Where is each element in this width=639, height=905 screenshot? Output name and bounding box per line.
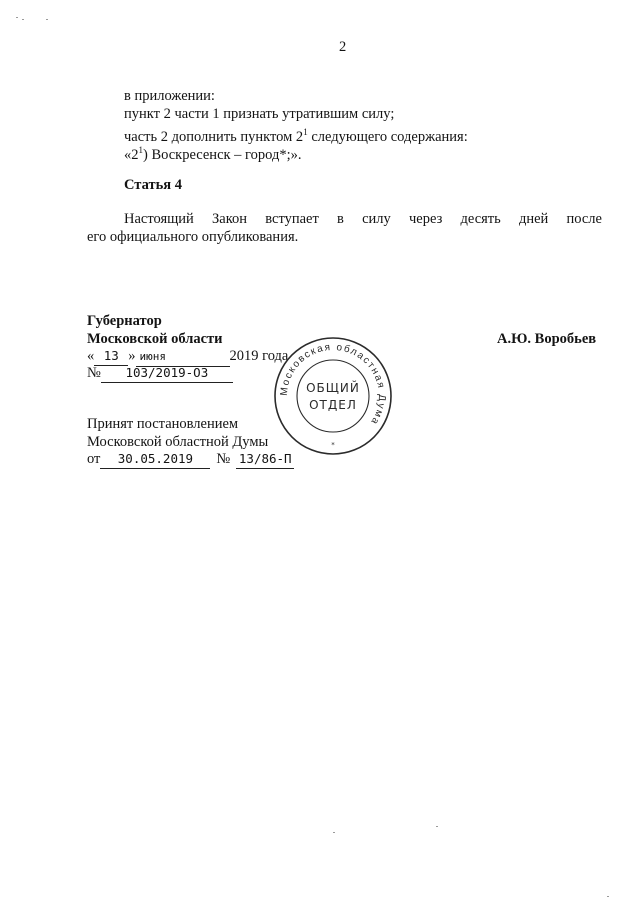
adoption-date-number <box>87 450 294 469</box>
article-word: в <box>337 211 344 227</box>
article-word: Закон <box>212 211 248 227</box>
scan-speck <box>46 19 48 20</box>
adoption-from-label: от <box>87 451 101 467</box>
date-close-quote: » <box>128 348 136 364</box>
date-year: 2019 года <box>229 348 289 364</box>
body-line-3-rest: следующего содержания: <box>307 128 468 145</box>
body-line-2: пункт 2 части 1 признать утратившим силу; <box>124 106 395 122</box>
governor-name: А.Ю. Воробьев <box>497 331 597 347</box>
adoption-line-1: Принят постановлением <box>87 416 239 432</box>
superscript: 1 <box>303 127 308 137</box>
adoption-date: 30.05.2019 <box>100 450 210 469</box>
stamp-star: * <box>331 441 335 449</box>
law-number-value: 103/2019-ОЗ <box>101 364 233 383</box>
page-number: 2 <box>339 39 347 55</box>
adoption-number: 13/86-П <box>236 450 294 469</box>
body-line-4-rest: ) Воскресенск – город*;». <box>143 146 302 163</box>
article-word: через <box>408 211 443 227</box>
article-word: десять <box>460 211 501 227</box>
adoption-line-2: Московской областной Думы <box>87 434 269 450</box>
governor-title-line-1: Губернатор <box>87 313 162 329</box>
superscript: 1 <box>138 145 143 155</box>
body-line-3-text: часть 2 дополнить пунктом 2 <box>124 128 304 145</box>
article-word: силу <box>362 211 391 227</box>
stamp-ring-text-path: Московская областная Дума <box>278 341 388 428</box>
body-line-4-text: «2 <box>124 146 139 163</box>
article-word: Настоящий <box>124 211 194 227</box>
stamp-inner-ring <box>297 360 369 432</box>
article-word: после <box>566 211 602 227</box>
scan-speck <box>436 826 438 827</box>
scan-speck <box>333 832 335 833</box>
date-open-quote: « <box>87 348 95 364</box>
stamp-center-line-2: ОТДЕЛ <box>309 398 357 412</box>
article-heading: Статья 4 <box>124 177 182 193</box>
scan-speck <box>16 17 18 18</box>
scan-speck <box>22 19 24 20</box>
adoption-number-label: № <box>216 451 231 467</box>
official-stamp <box>272 335 394 457</box>
article-word: вступает <box>265 211 319 227</box>
article-word: дней <box>518 211 549 227</box>
date-day: 13 <box>94 347 128 366</box>
stamp-center-line-1: ОБЩИЙ <box>306 381 360 395</box>
law-number <box>87 364 233 383</box>
stamp-outer-ring <box>275 338 391 454</box>
governor-title-line-2: Московской области <box>87 331 223 347</box>
scan-speck <box>607 896 609 897</box>
article-text-line-2: его официального опубликования. <box>87 229 299 245</box>
date-month: июня <box>136 348 230 367</box>
body-line-1: в приложении: <box>124 88 215 104</box>
law-number-label: № <box>87 365 101 381</box>
article-text-line-1 <box>124 210 602 228</box>
body-line-4 <box>124 141 302 164</box>
